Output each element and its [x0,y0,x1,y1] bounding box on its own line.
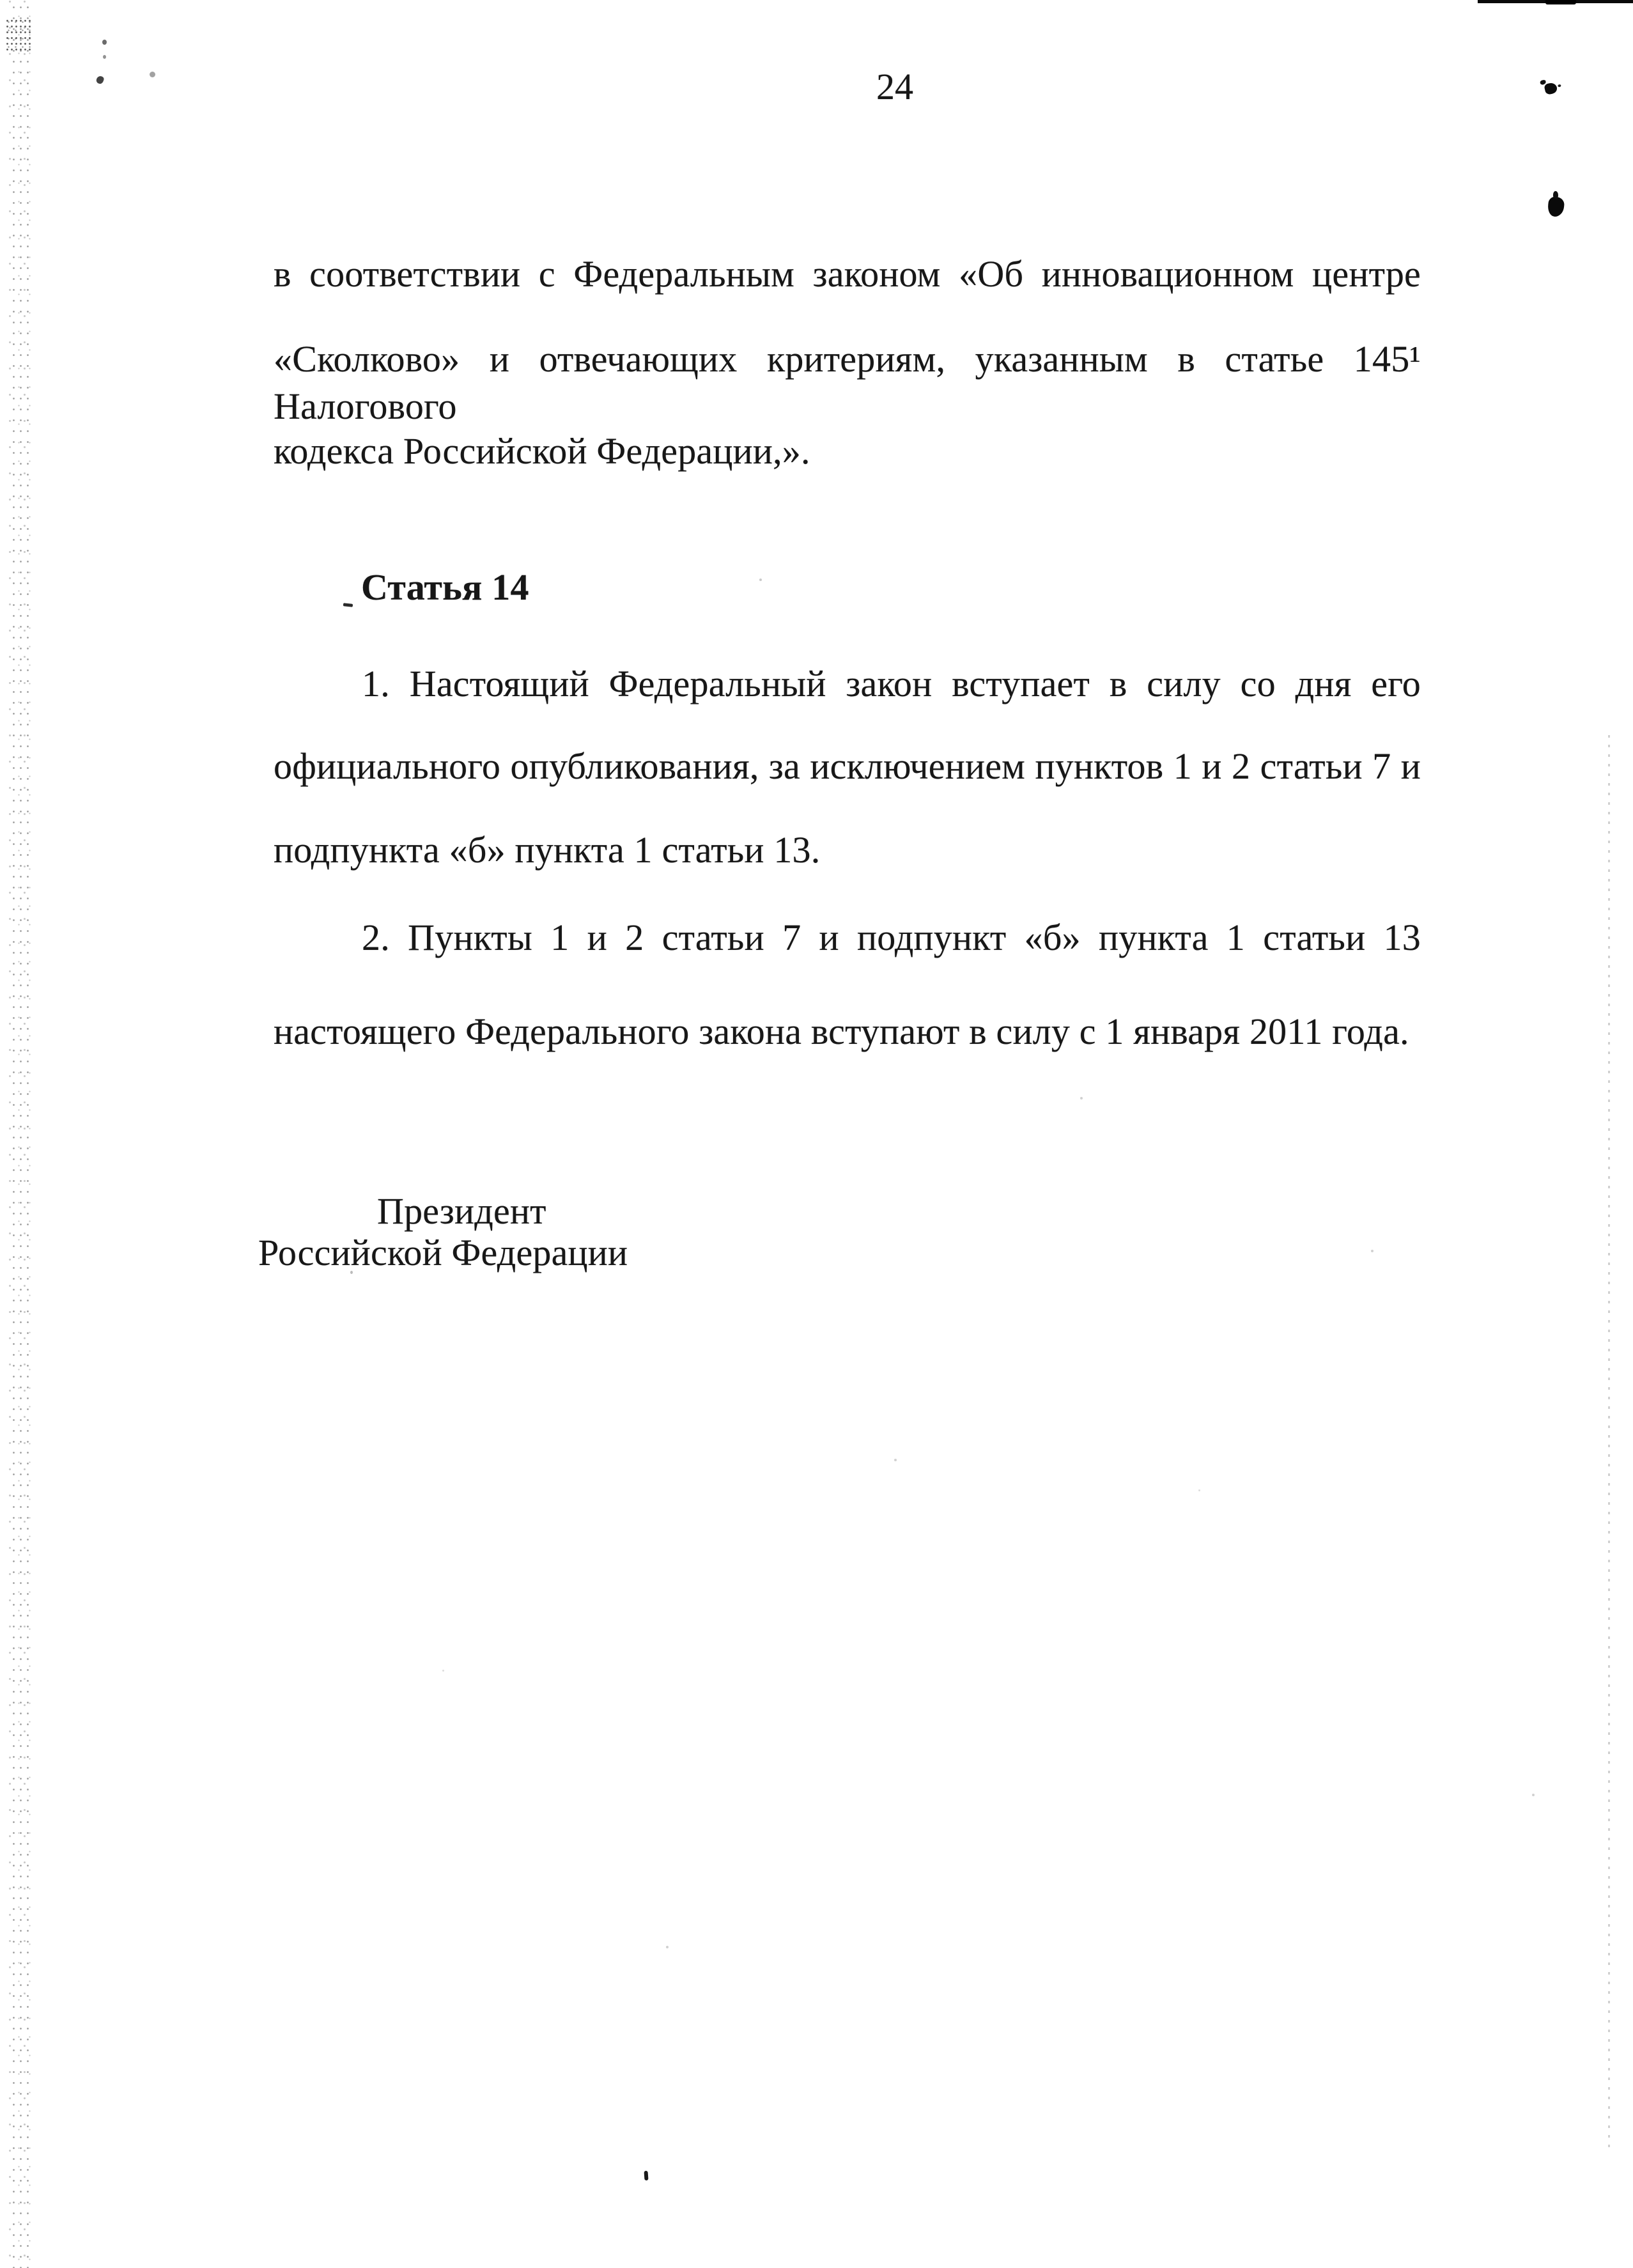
scan-speck [1080,1097,1083,1099]
scan-speck [666,1946,669,1948]
scan-speck [103,55,106,59]
page-number: 24 [876,66,913,107]
scan-artifact-ink-blot-large [1547,196,1565,217]
text-line-intro-2: «Сколково» и отвечающих критериям, указанным в статье 145¹ Налогового [274,338,1421,427]
text-line-signature-org: Российской Федерации [258,1232,628,1273]
scan-noise-top-left-corner [5,18,31,54]
scan-speck [1198,1489,1200,1491]
scan-speck [894,1459,897,1461]
scan-speck [95,75,104,84]
text-line-art14-p1-l3: подпункта «б» пункта 1 статьи 13. [274,829,821,871]
text-line-art14-p2-l2: настоящего Федерального закона вступают в силу с 1 января 2011 года. [274,1011,1409,1052]
scan-artifact-top-edge-line [1478,0,1633,3]
scan-artifact-ink-blot-small [1544,82,1558,95]
text-line-intro-3: кодекса Российской Федерации,». [274,430,810,472]
scan-speck [1532,1794,1535,1796]
scan-noise-left-margin [9,0,31,2268]
scan-speck [150,72,155,77]
scan-artifact-dash-mark [343,603,353,607]
scan-speck [442,1670,444,1672]
scan-speck [350,1271,353,1274]
scan-noise-right-edge-line [1608,735,1610,2151]
scan-artifact-bottom-tick [644,2171,648,2180]
text-line-intro-1: в соответствии с Федеральным законом «Об инновационном центре [274,253,1421,295]
text-line-art14-p1-l1: 1. Настоящий Федеральный закон вступает в силу со дня его [362,663,1421,704]
text-line-art14-p2-l1: 2. Пункты 1 и 2 статьи 7 и подпункт «б» пункта 1 статьи 13 [362,917,1421,958]
scan-speck [1371,1250,1374,1252]
text-line-signature-title: Президент [377,1190,546,1232]
scan-speck [759,579,762,581]
text-line-art14-p1-l2: официального опубликования, за исключением пунктов 1 и 2 статьи 7 и [274,745,1421,787]
text-line-article-heading: Статья 14 [361,566,529,608]
scan-speck [102,40,107,45]
